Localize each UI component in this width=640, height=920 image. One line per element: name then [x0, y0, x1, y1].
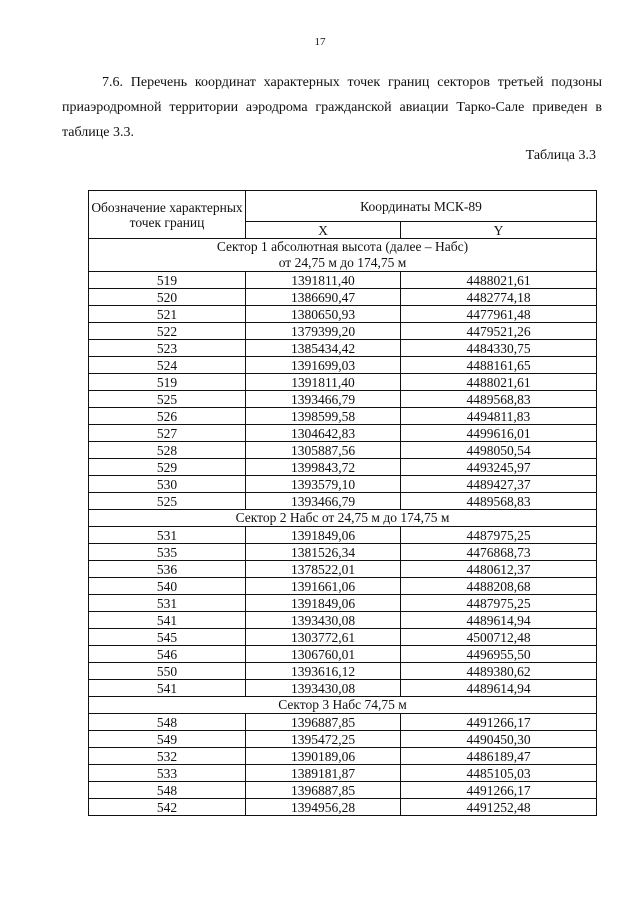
sector-row [89, 510, 597, 527]
x-coordinate-cell: 1393466,79 [246, 391, 401, 408]
sector-title [89, 697, 597, 714]
table-row [89, 425, 597, 442]
y-coordinate-cell: 4485105,03 [401, 765, 597, 782]
point-id-cell: 529 [89, 459, 246, 476]
y-coordinate-cell: 4498050,54 [401, 442, 597, 459]
sector-title-line: Сектор 3 Набс 74,75 м [278, 697, 407, 712]
x-coordinate-cell: 1386690,47 [246, 289, 401, 306]
point-id-cell: 541 [89, 680, 246, 697]
header-point-designation: Обозначение характерных точек границ [89, 191, 246, 239]
sector-title-line: от 24,75 м до 174,75 м [278, 255, 407, 270]
y-coordinate-cell: 4494811,83 [401, 408, 597, 425]
sector-title [89, 239, 597, 272]
y-coordinate-cell: 4480612,37 [401, 561, 597, 578]
point-id-cell: 549 [89, 731, 246, 748]
header-coordinates: Координаты МСК-89 [246, 191, 597, 222]
point-id-cell: 541 [89, 612, 246, 629]
point-id-cell: 531 [89, 527, 246, 544]
point-id-cell: 545 [89, 629, 246, 646]
point-id-cell: 526 [89, 408, 246, 425]
y-coordinate-cell: 4488161,65 [401, 357, 597, 374]
x-coordinate-cell: 1393579,10 [246, 476, 401, 493]
x-coordinate-cell: 1393616,12 [246, 663, 401, 680]
table-row [89, 646, 597, 663]
y-coordinate-cell: 4491266,17 [401, 782, 597, 799]
table-row [89, 357, 597, 374]
x-coordinate-cell: 1391811,40 [246, 374, 401, 391]
table-row [89, 714, 597, 731]
table-row [89, 289, 597, 306]
x-coordinate-cell: 1393430,08 [246, 680, 401, 697]
y-coordinate-cell: 4489614,94 [401, 612, 597, 629]
table-row [89, 578, 597, 595]
table-row [89, 782, 597, 799]
paragraph-line-2: приаэродромной территории аэродрома гражданской авиации Тарко-Сале приведен в [62, 100, 602, 115]
point-id-cell: 525 [89, 391, 246, 408]
paragraph-line-1: 7.6. Перечень координат характерных точек границ секторов третьей подзоны [102, 75, 602, 90]
y-coordinate-cell: 4488021,61 [401, 374, 597, 391]
header-x: X [246, 222, 401, 239]
table-row [89, 272, 597, 289]
point-id-cell: 521 [89, 306, 246, 323]
x-coordinate-cell: 1393430,08 [246, 612, 401, 629]
table-body [89, 239, 597, 816]
table-row [89, 527, 597, 544]
x-coordinate-cell: 1381526,34 [246, 544, 401, 561]
point-id-cell: 550 [89, 663, 246, 680]
table-row [89, 612, 597, 629]
point-id-cell: 519 [89, 272, 246, 289]
table-row [89, 391, 597, 408]
x-coordinate-cell: 1394956,28 [246, 799, 401, 816]
point-id-cell: 535 [89, 544, 246, 561]
point-id-cell: 527 [89, 425, 246, 442]
paragraph-line-3: таблице 3.3. [62, 125, 134, 140]
table-row [89, 680, 597, 697]
table-row [89, 442, 597, 459]
y-coordinate-cell: 4499616,01 [401, 425, 597, 442]
x-coordinate-cell: 1305887,56 [246, 442, 401, 459]
point-id-cell: 548 [89, 782, 246, 799]
point-id-cell: 540 [89, 578, 246, 595]
sector-title-line: Сектор 1 абсолютная высота (далее – Набс) [216, 239, 469, 254]
sector-row [89, 239, 597, 272]
point-id-cell: 536 [89, 561, 246, 578]
table-row [89, 459, 597, 476]
x-coordinate-cell: 1393466,79 [246, 493, 401, 510]
y-coordinate-cell: 4490450,30 [401, 731, 597, 748]
x-coordinate-cell: 1378522,01 [246, 561, 401, 578]
table-row [89, 408, 597, 425]
header-y: Y [401, 222, 597, 239]
point-id-cell: 532 [89, 748, 246, 765]
point-id-cell: 530 [89, 476, 246, 493]
y-coordinate-cell: 4479521,26 [401, 323, 597, 340]
table-row [89, 731, 597, 748]
x-coordinate-cell: 1391661,06 [246, 578, 401, 595]
point-id-cell: 525 [89, 493, 246, 510]
point-id-cell: 548 [89, 714, 246, 731]
point-id-cell: 519 [89, 374, 246, 391]
y-coordinate-cell: 4496955,50 [401, 646, 597, 663]
page-number: 17 [314, 36, 326, 48]
table-row [89, 799, 597, 816]
point-id-cell: 531 [89, 595, 246, 612]
table-row [89, 493, 597, 510]
y-coordinate-cell: 4489568,83 [401, 391, 597, 408]
table-caption: Таблица 3.3 [525, 148, 596, 163]
y-coordinate-cell: 4477961,48 [401, 306, 597, 323]
point-id-cell: 523 [89, 340, 246, 357]
table-row [89, 323, 597, 340]
intro-paragraph [62, 70, 602, 145]
y-coordinate-cell: 4500712,48 [401, 629, 597, 646]
x-coordinate-cell: 1396887,85 [246, 714, 401, 731]
x-coordinate-cell: 1391699,03 [246, 357, 401, 374]
sector-row [89, 697, 597, 714]
x-coordinate-cell: 1391811,40 [246, 272, 401, 289]
y-coordinate-cell: 4488021,61 [401, 272, 597, 289]
y-coordinate-cell: 4476868,73 [401, 544, 597, 561]
table-row [89, 476, 597, 493]
y-coordinate-cell: 4489568,83 [401, 493, 597, 510]
x-coordinate-cell: 1390189,06 [246, 748, 401, 765]
y-coordinate-cell: 4484330,75 [401, 340, 597, 357]
table-row [89, 629, 597, 646]
y-coordinate-cell: 4486189,47 [401, 748, 597, 765]
x-coordinate-cell: 1306760,01 [246, 646, 401, 663]
sector-title [89, 510, 597, 527]
x-coordinate-cell: 1391849,06 [246, 595, 401, 612]
table-row [89, 748, 597, 765]
table-row [89, 561, 597, 578]
x-coordinate-cell: 1396887,85 [246, 782, 401, 799]
y-coordinate-cell: 4493245,97 [401, 459, 597, 476]
y-coordinate-cell: 4491252,48 [401, 799, 597, 816]
x-coordinate-cell: 1380650,93 [246, 306, 401, 323]
table-row [89, 663, 597, 680]
x-coordinate-cell: 1389181,87 [246, 765, 401, 782]
y-coordinate-cell: 4482774,18 [401, 289, 597, 306]
point-id-cell: 542 [89, 799, 246, 816]
y-coordinate-cell: 4489614,94 [401, 680, 597, 697]
y-coordinate-cell: 4487975,25 [401, 595, 597, 612]
x-coordinate-cell: 1303772,61 [246, 629, 401, 646]
table-row [89, 340, 597, 357]
x-coordinate-cell: 1385434,42 [246, 340, 401, 357]
x-coordinate-cell: 1399843,72 [246, 459, 401, 476]
table-row [89, 374, 597, 391]
table-row [89, 595, 597, 612]
y-coordinate-cell: 4487975,25 [401, 527, 597, 544]
table-header-row [89, 191, 597, 222]
point-id-cell: 524 [89, 357, 246, 374]
y-coordinate-cell: 4489380,62 [401, 663, 597, 680]
y-coordinate-cell: 4491266,17 [401, 714, 597, 731]
point-id-cell: 522 [89, 323, 246, 340]
point-id-cell: 520 [89, 289, 246, 306]
x-coordinate-cell: 1391849,06 [246, 527, 401, 544]
coordinates-table [88, 190, 597, 816]
table-row [89, 544, 597, 561]
x-coordinate-cell: 1304642,83 [246, 425, 401, 442]
y-coordinate-cell: 4489427,37 [401, 476, 597, 493]
sector-title-line: Сектор 2 Набс от 24,75 м до 174,75 м [235, 510, 450, 525]
x-coordinate-cell: 1379399,20 [246, 323, 401, 340]
point-id-cell: 533 [89, 765, 246, 782]
table-row [89, 306, 597, 323]
point-id-cell: 528 [89, 442, 246, 459]
x-coordinate-cell: 1398599,58 [246, 408, 401, 425]
x-coordinate-cell: 1395472,25 [246, 731, 401, 748]
point-id-cell: 546 [89, 646, 246, 663]
table-row [89, 765, 597, 782]
y-coordinate-cell: 4488208,68 [401, 578, 597, 595]
